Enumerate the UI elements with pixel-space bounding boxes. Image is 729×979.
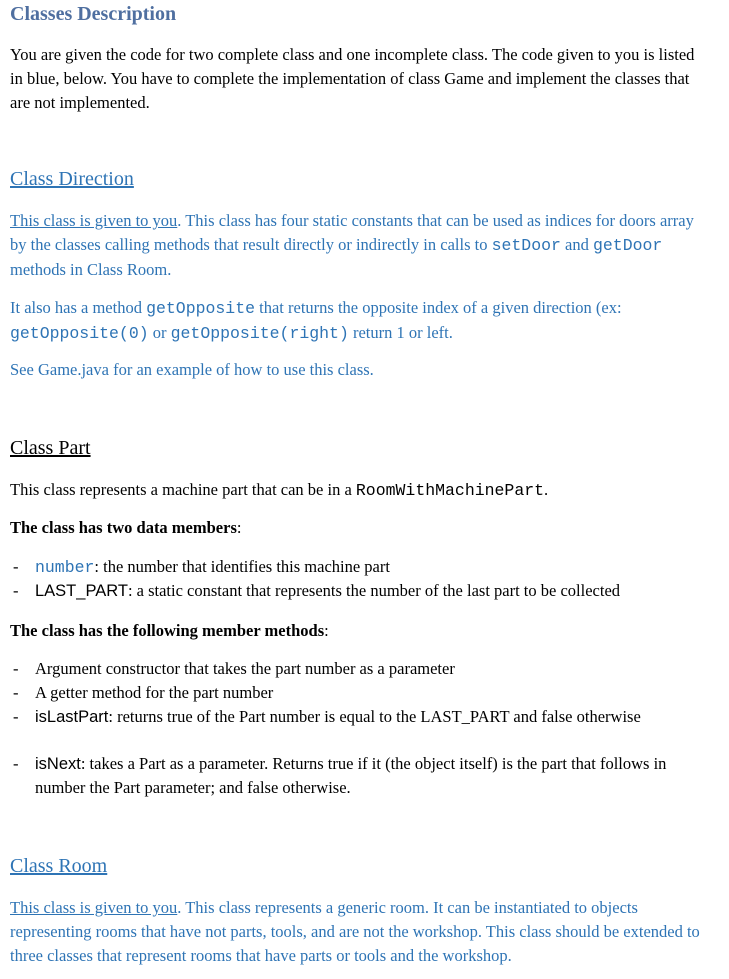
list-item (13, 705, 705, 729)
direction-heading: Class Direction (10, 168, 134, 190)
text: This class represents a machine part that can be in a (10, 480, 356, 499)
text: that returns the opposite index of a given direction (ex: (255, 298, 622, 317)
text: or (148, 323, 171, 342)
desc: : takes a Part as a parameter. Returns true if it (the object itself) is the part that follows in number the Part parameter; and false otherwise. (35, 754, 667, 797)
text: methods in Class Room. (10, 260, 172, 279)
members-label-text: The class has two data members (10, 518, 237, 537)
code-isLastPart: isLastPart (35, 708, 109, 726)
members-label (10, 516, 710, 540)
text: . This class represents a generic room. It can be instantiated to objects representing rooms that have not parts, tools, and are not the workshop. This class should be extended to three classes that represent rooms that have parts or tools and the workshop. (10, 898, 700, 965)
given-link[interactable]: This class is given to you (10, 211, 178, 230)
desc: Argument constructor that takes the part number as a parameter (35, 659, 455, 678)
text: . (544, 480, 549, 499)
desc: : the number that identifies this machine part (94, 557, 390, 576)
part-heading: Class Part (10, 437, 91, 459)
desc: : a static constant that represents the number of the last part to be collected (127, 581, 621, 600)
code-RoomWithMachinePart: RoomWithMachinePart (355, 481, 545, 500)
colon: : (236, 518, 242, 537)
dash: - (13, 707, 19, 726)
methods-label (10, 619, 710, 643)
colon: : (324, 621, 329, 640)
direction-paragraph-1 (10, 209, 710, 282)
list-item (13, 657, 705, 681)
code-LAST_PART: LAST_PART (35, 582, 128, 600)
code-example-1: getOpposite(0) (10, 324, 149, 343)
code-isNext: isNext (35, 755, 81, 773)
room-paragraph (10, 896, 710, 968)
code-getOpposite: getOpposite (146, 299, 256, 318)
text: return 1 or left. (348, 323, 453, 342)
dash: - (13, 683, 19, 702)
code-setDoor: setDoor (491, 236, 561, 255)
code-getDoor: getDoor (592, 236, 663, 255)
list-item (13, 555, 705, 580)
text: and (560, 235, 593, 254)
text: It also has a method (10, 298, 147, 317)
methods-label-text: The class has the following member methods (10, 621, 325, 640)
code-number: number (35, 558, 95, 577)
list-item (13, 579, 705, 603)
given-link[interactable]: This class is given to you (10, 898, 178, 917)
code-example-2: getOpposite(right) (170, 324, 349, 343)
room-heading: Class Room (10, 855, 108, 877)
list-item (13, 752, 705, 800)
direction-paragraph-3: See Game.java for an example of how to use this class. (10, 360, 374, 379)
dash: - (13, 557, 19, 576)
part-paragraph (10, 478, 710, 503)
desc: : returns true of the Part number is equal to the LAST_PART and false otherwise (108, 707, 641, 726)
dash: - (13, 581, 19, 600)
text: . This class has four static constants that can be used as indices for doors array by the classes calling methods that result directly or indirectly in calls to (10, 211, 694, 254)
direction-paragraph-2 (10, 296, 710, 346)
desc: A getter method for the part number (35, 683, 274, 702)
intro-paragraph: You are given the code for two complete class and one incomplete class. The code given to you is listed in blue, below. You have to complete the implementation of class Game and implement the classes that are not implemented. (10, 45, 695, 112)
dash: - (13, 659, 19, 678)
list-item (13, 681, 705, 705)
page-title: Classes Description (10, 3, 177, 25)
dash: - (13, 754, 19, 773)
